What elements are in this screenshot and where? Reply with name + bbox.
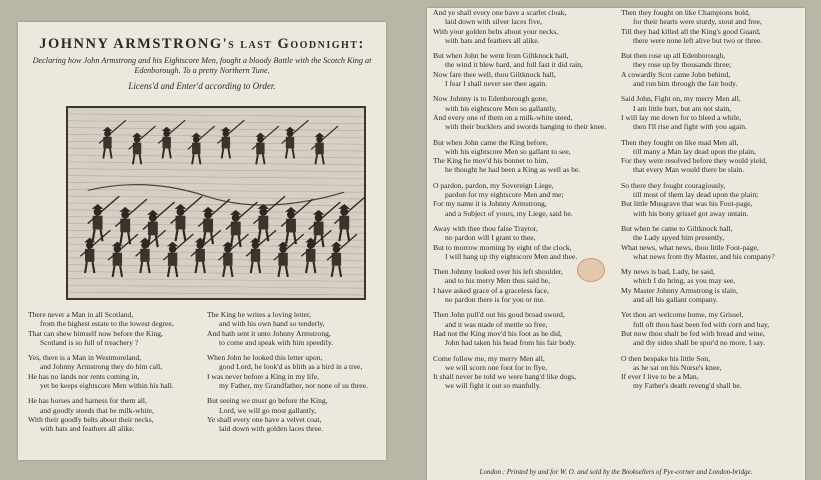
verse-line: with his eightscore Men so gallantly, [445, 103, 557, 113]
verse-line: there were none left alive but two or three. [633, 35, 763, 45]
verse-line: What news, what news, thou little Foot-page, [621, 242, 759, 252]
verse-line: And hath sent it unto Johnny Armstrong, [207, 328, 331, 338]
verse-line: Yes, there is a Man in Westmoreland, [28, 353, 142, 363]
verse-stanza [621, 310, 803, 347]
verse-line: It shall never be told we were hang'd like dogs, [433, 372, 577, 382]
verse-line: as he sat on his Nurse's knee, [633, 362, 722, 372]
verse-stanza [433, 224, 615, 261]
ballad-subtitle: Declaring how John Armstrong and his Eightscore Men, fought a bloody Battle with the Scotch King at Edenborough. To a pretty Northern Tune. [32, 56, 372, 75]
verse-stanza [433, 354, 615, 391]
broadside-left-sheet [18, 22, 386, 460]
verse-line: O pardon, pardon, my Sovereign Liege, [433, 180, 554, 190]
verse-stanza [207, 396, 380, 433]
verse-line: and Johnny Armstrong they do him call, [40, 362, 163, 372]
verse-line: for their hearts were sturdy, stout and free, [633, 17, 762, 27]
broadside-right-sheet [427, 8, 805, 480]
verse-line: laid down with silver laces five, [445, 17, 543, 27]
verse-line: The King he mov'd his bonnet to him, [433, 156, 549, 166]
verse-line: pardon for my eightscore Men and me; [445, 190, 564, 200]
verse-line: Till they had killed all the King's good Guard, [621, 26, 761, 36]
verse-line: With their goodly belts about their necks, [28, 414, 154, 424]
verse-stanza [433, 138, 615, 175]
verse-line: There never a Man in all Scotland, [28, 310, 134, 319]
verse-stanza [433, 181, 615, 218]
verse-line: My news is bad, Lady, he said, [621, 267, 715, 277]
verse-line: Now Johnny is to Edenborough gone, [433, 94, 548, 104]
verse-line: and all his gallant company. [633, 295, 718, 305]
verse-line: I will hang up thy eightscore Men and thee. [445, 251, 578, 261]
verse-line: Away with thee thou false Traytor, [433, 223, 538, 233]
verse-line: I am little hurt, but am not slain, [633, 103, 732, 113]
verse-line: he thought he had been a King as well as he. [445, 165, 581, 175]
verse-line: that every Man would there be slain. [633, 165, 745, 175]
verse-stanza [621, 181, 803, 218]
verse-line: The King he writes a loving letter, [207, 310, 312, 319]
library-stamp [577, 258, 605, 282]
verse-line: my Father, my Grandfather, nor none of us three. [219, 381, 368, 391]
verse-line: A cowardly Scot came John behind, [621, 69, 731, 79]
verse-line: no pardon will I grant to thee, [445, 233, 536, 243]
verse-stanza [28, 353, 201, 390]
verse-line: Then they fought on like mad Men all, [621, 137, 739, 147]
verse-stanza [433, 8, 615, 45]
verse-stanza [621, 94, 803, 131]
verse-line: with his bony grissel got away untain. [633, 208, 749, 218]
verse-line: we will scorn one foot for to flye, [445, 362, 548, 372]
verse-line: my Father's death reveng'd shall be. [633, 381, 742, 391]
verse-line: So there they fought couragiously, [621, 180, 726, 190]
verse-line: and it was made of mettle so free, [445, 319, 548, 329]
verse-line: John had taken his head from his fair body. [445, 338, 576, 348]
verse-line: to come and speak with him speedily. [219, 337, 334, 347]
verse-column [621, 8, 803, 397]
verse-line: I was never before a King in my life, [207, 371, 319, 381]
verse-line: laid down with golden laces three. [219, 424, 324, 434]
verse-stanza [621, 354, 803, 391]
verse-line: then I'll rise and fight with you again. [633, 122, 747, 132]
verse-column [207, 310, 380, 440]
verse-line: And ye shall every one have a scarlet cloak, [433, 8, 567, 17]
verse-stanza [433, 51, 615, 88]
verse-line: Ye shall every one have a velvet coat, [207, 414, 322, 424]
verse-line: But seeing we must go before the King, [207, 396, 328, 406]
verse-line: and a Subject of yours, my Liege, said he. [445, 208, 573, 218]
verse-stanza [621, 8, 803, 45]
verse-line: But now thou shalt be fed with bread and wine, [621, 328, 765, 338]
verse-stanza [207, 310, 380, 347]
verse-line: full oft thou hast been fed with corn and hay, [633, 319, 770, 329]
verse-line: yet he keeps eightscore Men within his hall. [40, 381, 174, 391]
verse-line: and goodly steeds that be milk-white, [40, 405, 154, 415]
verse-column [433, 8, 615, 397]
verse-line: and thy sides shall be spur'd no more, I say. [633, 338, 765, 348]
verse-line: with their bucklers and swords hanging to their knee. [445, 122, 607, 132]
verse-stanza [621, 224, 803, 261]
verse-stanza [207, 353, 380, 390]
verse-line: they rose up by thousands three; [633, 60, 732, 70]
verse-stanza [621, 267, 803, 304]
right-verse-columns [433, 8, 803, 397]
verse-line: till most of them lay dead upon the plain; [633, 190, 759, 200]
verse-line: which I do bring, as you may see, [633, 276, 736, 286]
verse-stanza [621, 51, 803, 88]
woodcut-svg [68, 108, 364, 298]
verse-line: But when John he went from Giltknock hall, [433, 51, 569, 61]
verse-line: But when he came to Giltknock hall, [621, 223, 733, 233]
verse-line: no pardon there is for you or me. [445, 295, 545, 305]
verse-stanza [621, 138, 803, 175]
verse-line: with his eightscore Men so gallant to see, [445, 146, 571, 156]
verse-line: But then rose up all Edenborough, [621, 51, 726, 61]
verse-column [28, 310, 201, 440]
verse-line: When John he looked this letter upon, [207, 353, 323, 363]
verse-line: from the highest estate to the lowest degree, [40, 319, 174, 329]
verse-line: Said John, Fight on, my merry Men all, [621, 94, 741, 104]
verse-line: He has no lands nor rents coming in, [28, 371, 140, 381]
left-verse-columns [28, 310, 380, 440]
verse-line: good Lord, he look'd as blith as a bird in a tree, [219, 362, 363, 372]
verse-line: But to morrow morning by eight of the clock, [433, 242, 572, 252]
verse-line: Come follow me, my merry Men all, [433, 353, 545, 363]
verse-stanza [28, 396, 201, 433]
verse-line: If ever I live to be a Man, [621, 372, 699, 382]
verse-line: That can shew himself now before the King, [28, 328, 163, 338]
verse-line: Now fare thee well, thou Giltknock hall, [433, 69, 556, 79]
verse-line: Yet thou art welcome home, my Grissel, [621, 310, 744, 320]
verse-line: O then bespake his little Son, [621, 353, 711, 363]
verse-line: the Lady spyed him presently, [633, 233, 725, 243]
verse-line: we will fight it out so manfully. [445, 381, 541, 391]
verse-line: With your golden belts about your necks, [433, 26, 559, 36]
verse-line: I have asked grace of a graceless face, [433, 285, 549, 295]
verse-line: For my name it is Johnny Armstrong, [433, 199, 547, 209]
verse-line: Lord, we will go most gallantly, [219, 405, 317, 415]
verse-line: with hats and feathers all alike. [40, 424, 135, 434]
verse-line: But little Musgrave that was his Foot-page, [621, 199, 753, 209]
verse-line: what news from thy Master, and his company? [633, 251, 775, 261]
verse-line: For they were resolved before they would yield, [621, 156, 767, 166]
verse-line: He has horses and harness for them all, [28, 396, 147, 406]
verse-line: I fear I shall never see thee again. [445, 79, 548, 89]
verse-line: with hats and feathers all alike. [445, 35, 540, 45]
verse-line: Had not the King mov'd his foot as he did, [433, 328, 562, 338]
ballad-title: JOHNNY ARMSTRONG's last Goodnight: [39, 36, 365, 52]
verse-stanza [433, 94, 615, 131]
verse-line: Then John pull'd out his good broad sword, [433, 310, 565, 320]
verse-stanza [28, 310, 201, 347]
colophon: London : Printed by and for W. O. and sold by the Booksellers of Pye-corner and London-bridge. [479, 468, 753, 476]
verse-line: My Master Johnny Armstrong is slain, [621, 285, 738, 295]
verse-line: Scotland is so full of treachery ? [40, 337, 139, 347]
verse-stanza [433, 310, 615, 347]
verse-line: and to his merry Men thus said he, [445, 276, 551, 286]
verse-line: and run him through the fair body. [633, 79, 738, 89]
verse-line: the wind it blew hard, and full fast it did rain, [445, 60, 583, 70]
verse-line: I will lay me down for to bleed a while, [621, 112, 742, 122]
verse-line: and with his own hand so tenderly, [219, 319, 325, 329]
verse-line: till many a Man lay dead upon the plain, [633, 146, 756, 156]
woodcut-illustration [66, 106, 366, 300]
verse-line: Then they fought on like Champions bold, [621, 8, 750, 17]
verse-line: And every one of them on a milk-white steed, [433, 112, 573, 122]
verse-line: But when John came the King before, [433, 137, 548, 147]
license-line: Licens'd and Enter'd according to Order. [128, 81, 276, 91]
verse-line: Then Johnny looked over his left shoulder, [433, 267, 563, 277]
